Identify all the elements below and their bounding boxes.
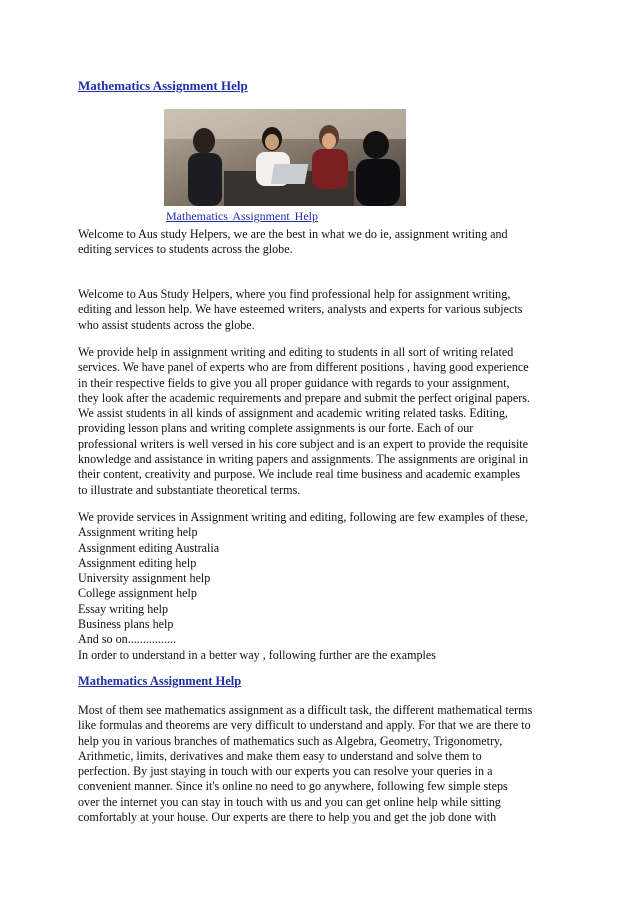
list-item: Business plans help — [78, 617, 174, 632]
list-item: Assignment editing help — [78, 555, 197, 570]
students-photo-illustration — [164, 109, 406, 206]
text-line: knowledge and assistance in writing papers and assignments. The assignments are original in — [78, 452, 529, 467]
text-line: like formulas and theorems are very difficult to understand and apply. For that we are there to — [78, 718, 531, 733]
text-line: Welcome to Aus Study Helpers, where you find professional help for assignment writing, — [78, 287, 511, 301]
list-item: University assignment help — [78, 571, 211, 586]
list-item: Essay writing help — [78, 601, 169, 616]
text-line: perfection. By just staying in touch with our experts you can resolve your queries in a — [78, 764, 493, 779]
text-line: over the internet you can stay in touch with us and you can get online help while sitting — [78, 794, 501, 809]
text-line: editing and lesson help. We have esteemed writers, analysts and experts for various subjects — [78, 302, 523, 317]
text-line: who assist students across the globe. — [78, 317, 255, 332]
text-line: professional writers is well versed in his core subject and is an expert to provide the requisite — [78, 436, 529, 451]
text-line: We provide help in assignment writing and editing to students in all sort of writing related — [78, 345, 514, 359]
image-caption-link[interactable]: Mathematics Assignment Help — [166, 209, 318, 223]
list-item: College assignment help — [78, 586, 197, 601]
paragraph-2 — [78, 345, 568, 498]
text-line: convenient manner. Since it's online no need to go anywhere, following few simple steps — [78, 779, 508, 794]
list-item: And so on................ — [78, 632, 177, 647]
text-line: in their respective fields to give you all proper guidance with regards to your assignment, — [78, 375, 510, 390]
text-line: to illustrate and substantiate theoretical terms. — [78, 482, 301, 497]
text-line: editing services to students across the globe. — [78, 242, 293, 257]
title-link[interactable]: Mathematics Assignment Help — [78, 78, 248, 93]
text-line: Arithmetic, limits, derivatives and make them easy to understand and solve them to — [78, 748, 482, 763]
students-photo — [164, 109, 406, 206]
text-line: Most of them see mathematics assignment as a difficult task, the different mathematical terms — [78, 703, 533, 717]
paragraph-4 — [78, 703, 568, 825]
intro-paragraph — [78, 227, 568, 258]
section-heading-link[interactable]: Mathematics Assignment Help — [78, 674, 242, 688]
text-line: Welcome to Aus study Helpers, we are the best in what we do ie, assignment writing and — [78, 227, 508, 241]
text-line: In order to understand in a better way , following further are the examples — [78, 647, 436, 662]
text-line: providing lesson plans and writing complete assignments is our forte. Each of our — [78, 421, 474, 436]
text-line: help you in various branches of mathematics such as Algebra, Geometry, Trigonometry, — [78, 733, 503, 748]
paragraph-3-services-list — [78, 510, 568, 663]
list-item: Assignment writing help — [78, 525, 198, 540]
text-line: they look after the academic requirements and prepare and submit the perfect original papers. — [78, 390, 530, 405]
text-line: We assist students in all kinds of assignment and academic writing related tasks. Editing, — [78, 406, 508, 421]
text-line: We provide services in Assignment writing and editing, following are few examples of these, — [78, 510, 529, 524]
paragraph-1 — [78, 287, 568, 333]
list-item: Assignment editing Australia — [78, 540, 220, 555]
text-line: services. We have panel of experts who are from different positions , having good experience — [78, 360, 529, 375]
text-line: comfortably at your house. Our experts are there to help you and get the job done with — [78, 810, 497, 825]
text-line: their content, creativity and purpose. We include real time business and academic examples — [78, 467, 521, 482]
